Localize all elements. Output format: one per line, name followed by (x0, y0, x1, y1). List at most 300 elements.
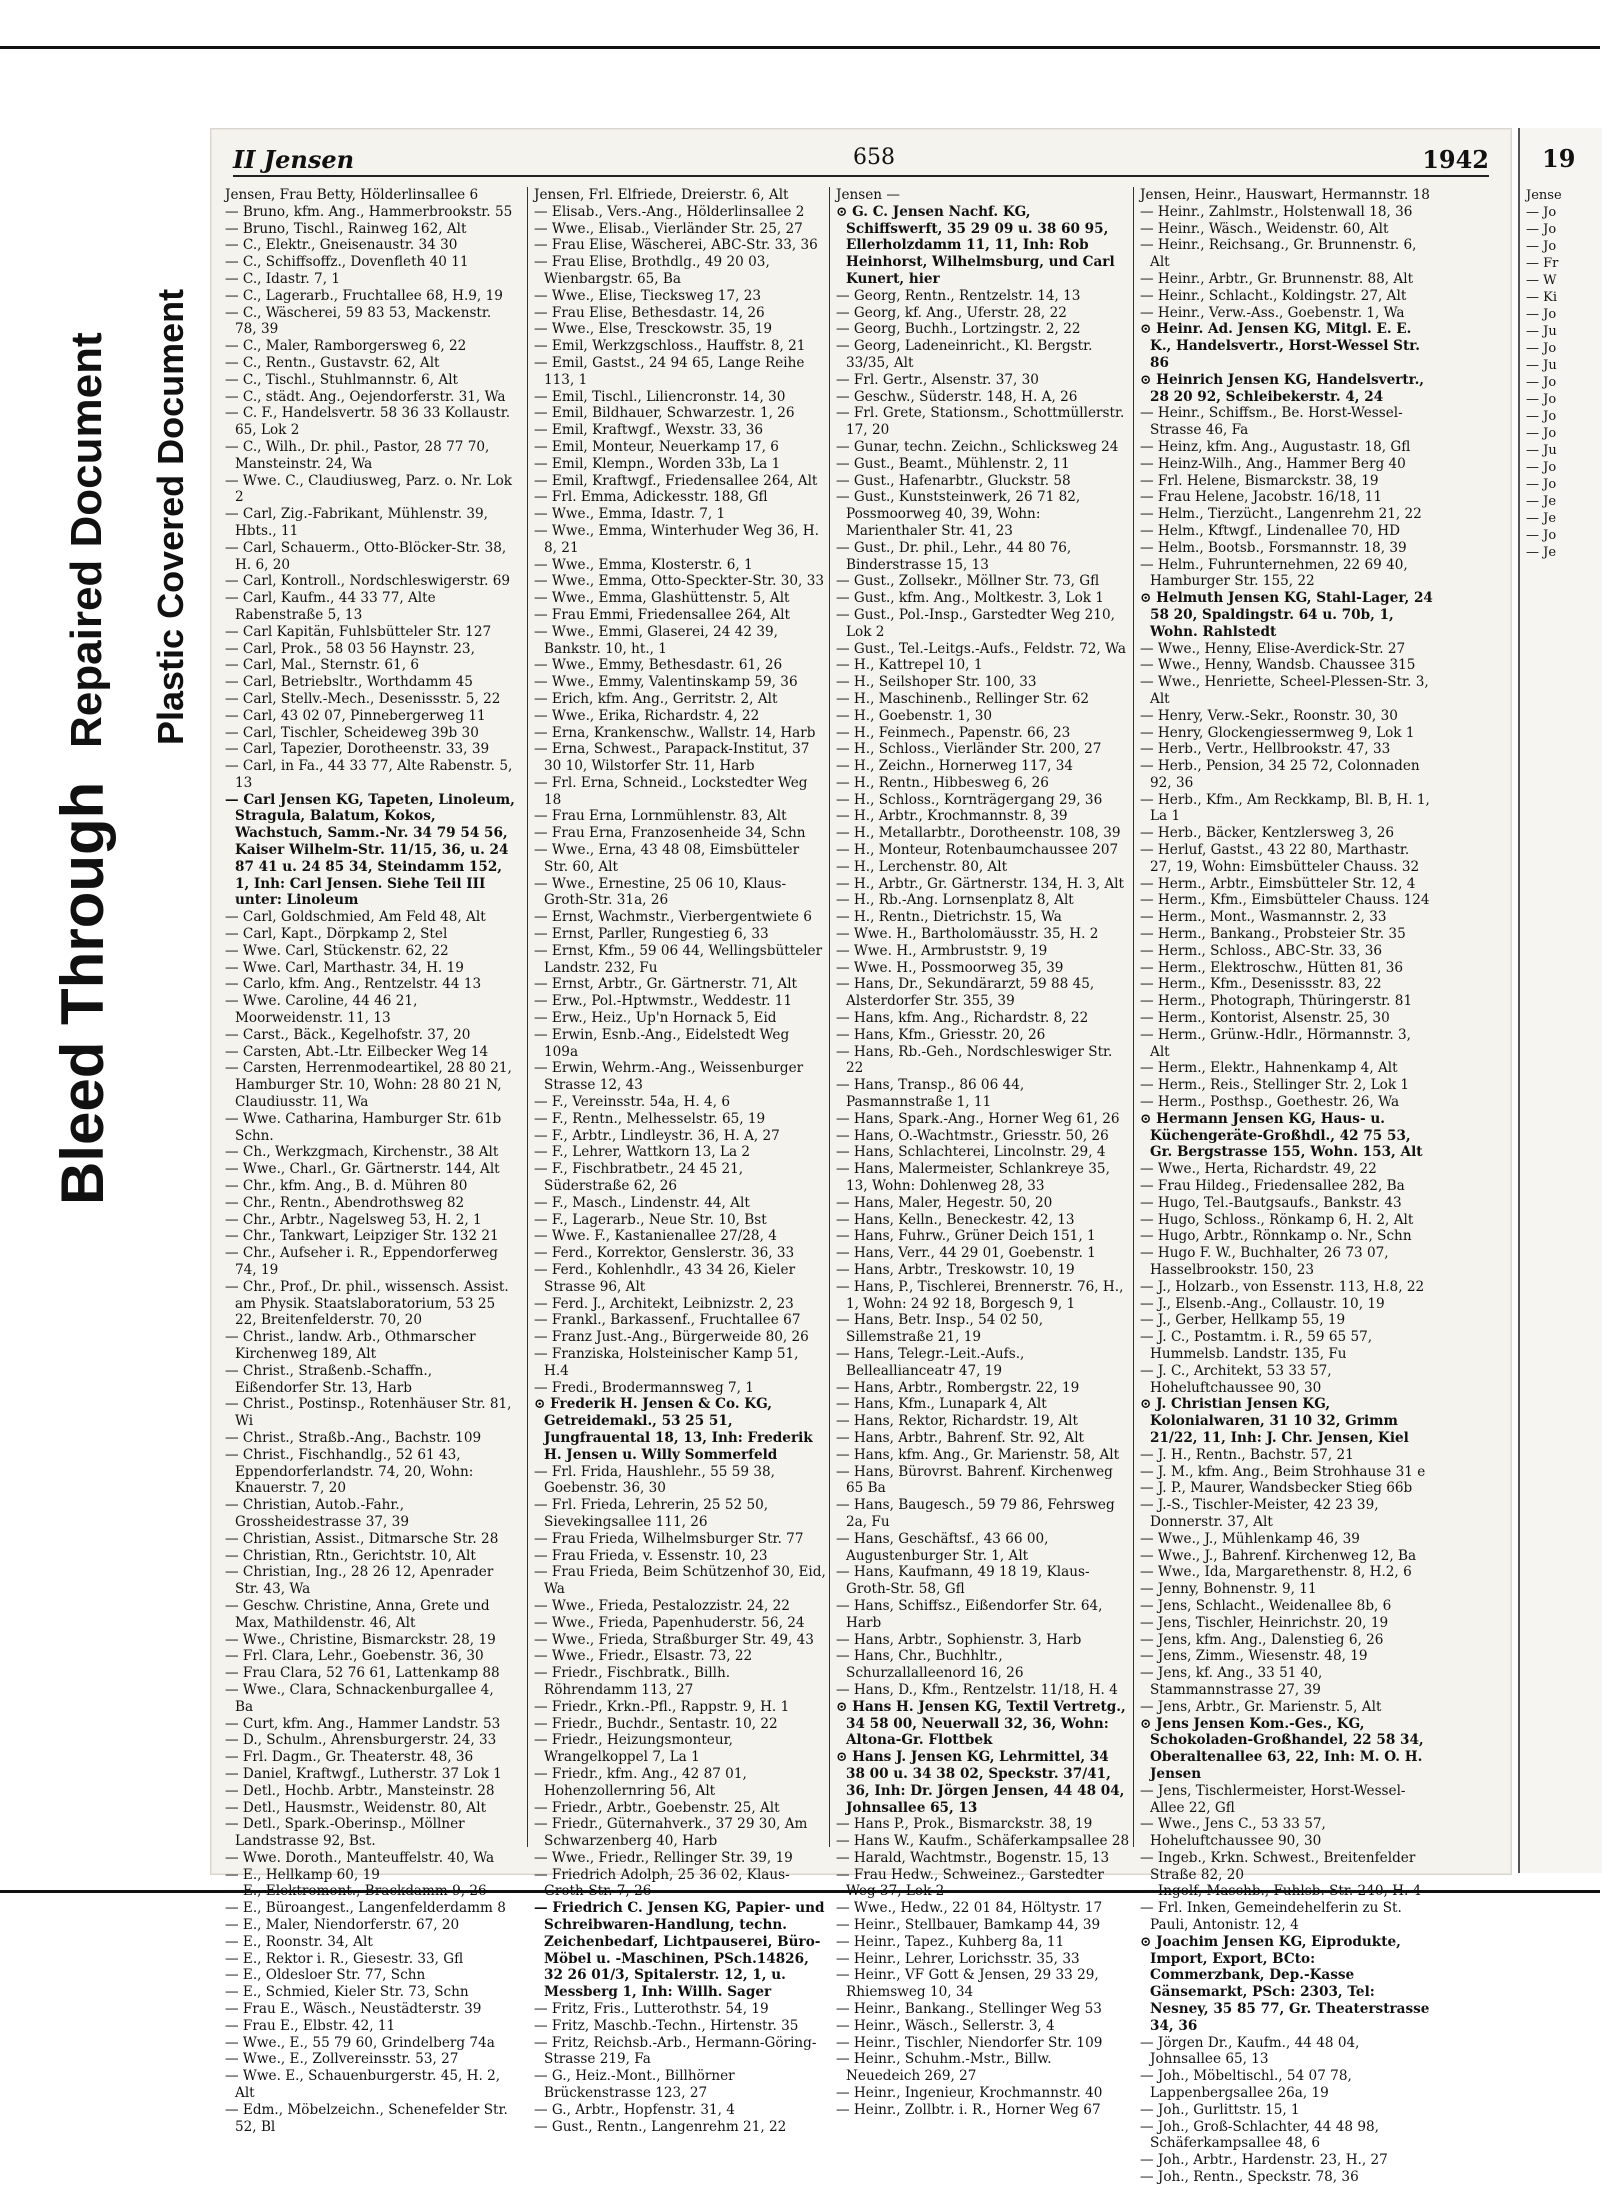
directory-entry: — Hans, Kelln., Beneckestr. 42, 13 (836, 1211, 1075, 1228)
directory-entry: — Chr., Prof., Dr. phil., wissensch. Assist. am Physik. Staatslaboratorium, 53 25 22, Breitenfelderstr. 70, 20 (225, 1278, 509, 1329)
directory-entry: — C., Lagerarb., Fruchtallee 68, H.9, 19 (225, 287, 503, 304)
directory-entry: — C., Wilh., Dr. phil., Pastor, 28 77 70, Mansteinstr. 24, Wa (225, 438, 490, 472)
directory-entry: — Ernst, Kfm., 59 06 44, Wellingsbütteler Landstr. 232, Fu (534, 942, 823, 976)
directory-entry: — Jens, Tischler, Heinrichstr. 20, 19 (1140, 1614, 1389, 1631)
directory-entry: — C., Rentn., Gustavstr. 62, Alt (225, 354, 440, 371)
directory-entry: — Helm., Tierzücht., Langenrehm 21, 22 (1140, 506, 1422, 523)
directory-entry: — Frl. Inken, Gemeindehelferin zu St. Pauli, Antonistr. 12, 4 (1140, 1900, 1402, 1934)
directory-entry: — H., Goebenstr. 1, 30 (836, 707, 992, 724)
directory-entry: — E., Roonstr. 34, Alt (225, 1933, 373, 1950)
directory-entry: — Georg, Ladeneinricht., Kl. Bergstr. 33/35, Alt (836, 338, 1093, 371)
directory-entry: — Gust., Pol.-Insp., Garstedter Weg 210, Lok 2 (836, 606, 1115, 640)
directory-entry: — Emil, Werkzgschloss., Hauffstr. 8, 21 (534, 338, 806, 355)
directory-entry: — Friedr., Heizungsmonteur, Wrangelkoppel 7, La 1 (534, 1732, 733, 1766)
directory-entry: — Hans, Maler, Hegestr. 50, 20 (836, 1194, 1053, 1211)
directory-entry: — Wwe., Frieda, Straßburger Str. 49, 43 (534, 1631, 814, 1648)
directory-entry: — Curt, kfm. Ang., Hammer Landstr. 53 (225, 1715, 501, 1732)
adjacent-page-fragment: — Jo (1526, 307, 1557, 322)
directory-entry: — Herm., Mont., Wasmannstr. 2, 33 (1140, 909, 1387, 926)
directory-entry: — Georg, Buchh., Lortzingstr. 2, 22 (836, 321, 1081, 338)
adjacent-page-fragment: — Ju (1526, 324, 1557, 339)
directory-entry: — Heinr., VF Gott & Jensen, 29 33 29, Rhiemsweg 10, 34 (836, 1967, 1099, 2001)
directory-entry: — Hans, kfm. Ang., Richardstr. 8, 22 (836, 1010, 1089, 1027)
directory-entry: — J., Holzarb., von Essenstr. 113, H.8, 22 (1140, 1278, 1425, 1295)
directory-entry: — Wwe., Frieda, Papenhuderstr. 56, 24 (534, 1614, 805, 1631)
directory-entry: — Joh., Gurlittstr. 15, 1 (1140, 2101, 1300, 2118)
directory-entry: — Fritz, Reichsb.-Arb., Hermann-Göring-Strasse 219, Fa (534, 2034, 817, 2068)
directory-entry: — Wwe., Emma, Otto-Speckter-Str. 30, 33 (534, 573, 824, 590)
directory-entry: — Chr., Aufseher i. R., Eppendorferweg 74, 19 (225, 1245, 498, 1278)
directory-entry: — Heinr., Wäsch., Sellerstr. 3, 4 (836, 2017, 1055, 2034)
adjacent-page-fragment: — Jo (1526, 528, 1557, 543)
directory-entry: — Hans, Arbtr., Treskowstr. 10, 19 (836, 1262, 1075, 1278)
directory-entry: — Herb., Pension, 34 25 72, Colonnaden 92, 36 (1140, 758, 1420, 791)
directory-entry: — Hans, Verr., 44 29 01, Goebenstr. 1 (836, 1245, 1096, 1262)
directory-entry: — Hans, Arbtr., Sophienstr. 3, Harb (836, 1631, 1082, 1648)
directory-entry: — Gust., Kunststeinwerk, 26 71 82, Possmoorweg 40, 39, Wohn: Marienthaler Str. 41, 23 (836, 489, 1081, 539)
directory-entry: — Hugo, Tel.-Bautgsaufs., Bankstr. 43 (1140, 1194, 1402, 1211)
directory-entry: — Detl., Hochb. Arbtr., Mansteinstr. 28 (225, 1782, 495, 1799)
adjacent-page-fragment: — Jo (1526, 205, 1557, 220)
directory-entry: — Chr., Rentn., Abendrothsweg 82 (225, 1194, 465, 1211)
directory-entry: ⊙ Jens Jensen Kom.-Ges., KG, Schokoladen-Großhandel, 22 58 34, Oberaltenallee 63, 22, Inh: M. O. H. Jensen (1140, 1715, 1424, 1782)
directory-entry: — Frau Elise, Wäscherei, ABC-Str. 33, 36 (534, 237, 818, 254)
directory-entry: — Erna, Schwest., Parapack-Institut, 37 30 10, Wilstorfer Str. 11, Harb (534, 741, 810, 775)
directory-entry: — Carst., Bäck., Kegelhofstr. 37, 20 (225, 1026, 471, 1043)
directory-entry: — H., Seilshoper Str. 100, 33 (836, 674, 1037, 691)
directory-entry: — Friedr., Buchdr., Sentastr. 10, 22 (534, 1715, 778, 1732)
directory-entry: — Gust., Hafenarbtr., Gluckstr. 58 (836, 472, 1071, 489)
directory-entry: — Franziska, Holsteinischer Kamp 51, H.4 (534, 1345, 799, 1379)
directory-entry: — Heinz, kfm. Ang., Augustastr. 18, Gfl (1140, 438, 1411, 455)
directory-entry: — C. F., Handelsvertr. 58 36 33 Kollaustr. 65, Lok 2 (225, 405, 511, 439)
directory-entry: — Ernst, Wachmstr., Vierbergentwiete 6 (534, 909, 812, 926)
directory-entry: — Heinr., Bankang., Stellinger Weg 53 (836, 2001, 1102, 2018)
directory-column-3 (829, 187, 1130, 2118)
directory-entry: — Carl, Zig.-Fabrikant, Mühlenstr. 39, Hbts., 11 (225, 506, 488, 539)
directory-entry: — G., Heiz.-Mont., Billhörner Brückenstrasse 123, 27 (534, 2068, 735, 2102)
directory-entry: — E., Büroangest., Langenfelderdamm 8 (225, 1900, 506, 1917)
directory-entry: — Friedr., Fischbratk., Billh. Röhrendamm 113, 27 (534, 1665, 731, 1698)
directory-page (210, 128, 1512, 2186)
directory-entry: — Geschw., Süderstr. 148, H. A, 26 (836, 388, 1078, 405)
directory-entry: — Carsten, Abt.-Ltr. Eilbecker Weg 14 (225, 1043, 489, 1060)
directory-entry: — Hans, Malermeister, Schlankreye 35, 13, Wohn: Dohlenweg 28, 33 (836, 1161, 1110, 1195)
adjacent-page-fragment: — Jo (1526, 477, 1557, 492)
directory-entry: — Carl, Stellv.-Mech., Desenissstr. 5, 22 (225, 690, 501, 707)
directory-entry: — Hans, Telegr.-Leit.-Aufs., Belleallianceatr 47, 19 (836, 1345, 1025, 1379)
directory-entry: — Jenny, Bohnenstr. 9, 11 (1140, 1581, 1317, 1598)
directory-entry: — Hans, Fuhrw., Grüner Deich 151, 1 (836, 1228, 1096, 1245)
directory-entry: — H., Metallarbtr., Dorotheenstr. 108, 39 (836, 825, 1121, 842)
directory-entry: — Ernst, Arbtr., Gr. Gärtnerstr. 71, Alt (534, 976, 797, 993)
directory-entry: — Christian, Assist., Ditmarsche Str. 28 (225, 1530, 499, 1547)
directory-entry: — H., Rentn., Hibbesweg 6, 26 (836, 774, 1049, 791)
directory-entry: — Bruno, Tischl., Rainweg 162, Alt (225, 220, 467, 237)
adjacent-page-fragment: — Jo (1526, 409, 1557, 424)
directory-entry: — Ferd., Korrektor, Genslerstr. 36, 33 (534, 1245, 795, 1262)
directory-entry: — Joh., Rentn., Speckstr. 78, 36 (1140, 2169, 1359, 2186)
bleed-through-label: Bleed Through (49, 781, 116, 1205)
directory-entry: — Heinr., Zahlmstr., Holstenwall 18, 36 (1140, 203, 1413, 220)
directory-entry: — Hans, Baugesch., 59 79 86, Fehrsweg 2a, Fu (836, 1497, 1115, 1530)
directory-entry: ⊙ Heinrich Jensen KG, Handelsvertr., 28 20 92, Schleibekerstr. 4, 24 (1140, 371, 1425, 405)
directory-entry: ⊙ J. Christian Jensen KG, Kolonialwaren, 31 10 32, Grimm 21/22, 11, Inh: J. Chr. Jensen, Kiel (1140, 1396, 1409, 1446)
section-title: II Jensen (233, 145, 355, 174)
directory-entry: — J. C., Architekt, 53 33 57, Hoheluftchaussee 90, 30 (1140, 1362, 1332, 1396)
directory-entry: — Gust., Zollsekr., Möllner Str. 73, Gfl (836, 573, 1100, 590)
directory-entry: — Hans, Geschäftsf., 43 66 00, Augustenburger Str. 1, Alt (836, 1530, 1049, 1564)
directory-entry: — Wwe. Doroth., Manteuffelstr. 40, Wa (225, 1849, 495, 1866)
directory-entry: — Ingeb., Krkn. Schwest., Breitenfelder Straße 82, 20 (1140, 1849, 1416, 1883)
directory-entry: — Wwe. Caroline, 44 46 21, Moorweidenstr. 11, 13 (225, 993, 418, 1027)
directory-entry: — Heinr., Wäsch., Weidenstr. 60, Alt (1140, 220, 1389, 237)
directory-entry: — Wwe., Christine, Bismarckstr. 28, 19 (225, 1631, 496, 1648)
directory-entry: — Frl. Helene, Bismarckstr. 38, 19 (1140, 472, 1379, 489)
page-number: 658 (853, 145, 895, 170)
directory-entry: — Hugo F. W., Buchhalter, 26 73 07, Hasselbrookstr. 150, 23 (1140, 1245, 1389, 1278)
directory-entry: — Emil, Gastst., 24 94 65, Lange Reihe 113, 1 (534, 354, 805, 388)
directory-entry: — F., Vereinsstr. 54a, H. 4, 6 (534, 1094, 730, 1111)
directory-entry: — Carl, Tischler, Scheideweg 39b 30 (225, 724, 479, 741)
directory-entry: — Hans P., Prok., Bismarckstr. 38, 19 (836, 1816, 1093, 1833)
directory-entry: — C., Tischl., Stuhlmannstr. 6, Alt (225, 371, 459, 388)
directory-entry: — Gust., Beamt., Mühlenstr. 2, 11 (836, 455, 1070, 472)
directory-entry: Jensen, Frl. Elfriede, Dreierstr. 6, Alt (534, 187, 789, 203)
directory-entry: — Erna, Krankenschw., Wallstr. 14, Harb (534, 724, 816, 741)
directory-entry: — Heinr., Tapez., Kuhberg 8a, 11 (836, 1933, 1065, 1950)
directory-entry: — H., Kattrepel 10, 1 (836, 657, 983, 674)
directory-entry: — Christ., Straßb.-Ang., Bachstr. 109 (225, 1429, 482, 1446)
directory-entry: — Hans, Betr. Insp., 54 02 50, Sillemstraße 21, 19 (836, 1312, 1044, 1346)
adjacent-page-fragment: — Jo (1526, 375, 1557, 390)
directory-entry: ⊙ Frederik H. Jensen & Co. KG, Getreidemakl., 53 25 51, Jungfrauental 18, 13, Inh: Frederik H. Jensen u. Willy Sommerfeld (534, 1396, 813, 1463)
directory-entry: — Bruno, kfm. Ang., Hammerbrookstr. 55 (225, 203, 513, 220)
directory-entry: — Frau E., Wäsch., Neustädterstr. 39 (225, 2001, 482, 2018)
directory-entry: — Wwe., Jens C., 53 33 57, Hoheluftchaussee 90, 30 (1140, 1816, 1326, 1850)
directory-entry: — Herb., Kfm., Am Reckkamp, Bl. B, H. 1, La 1 (1140, 791, 1430, 825)
directory-entry: — Elisab., Vers.-Ang., Hölderlinsallee 2 (534, 203, 805, 220)
directory-entry: — Ferd. J., Architekt, Leibnizstr. 2, 23 (534, 1295, 794, 1312)
directory-entry: — Frankl., Barkassenf., Fruchtallee 67 (534, 1312, 801, 1329)
directory-entry: — Wwe., Henriette, Scheel-Plessen-Str. 3, Alt (1140, 674, 1429, 707)
directory-entry: — Wwe. Catharina, Hamburger Str. 61b Schn. (225, 1110, 502, 1144)
directory-entry: — Herm., Reis., Stellinger Str. 2, Lok 1 (1140, 1077, 1410, 1094)
directory-entry: — F., Arbtr., Lindleystr. 36, H. A, 27 (534, 1127, 780, 1144)
directory-entry: — Helm., Fuhrunternehmen, 22 69 40, Hamburger Str. 155, 22 (1140, 556, 1408, 590)
directory-entry: — Frau Erna, Franzosenheide 34, Schn (534, 825, 806, 842)
directory-entry: — Friedr., Arbtr., Goebenstr. 25, Alt (534, 1799, 780, 1816)
directory-entry: — Heinr., Stellbauer, Bamkamp 44, 39 (836, 1917, 1101, 1934)
directory-entry: — Frl. Gertr., Alsenstr. 37, 30 (836, 371, 1039, 388)
directory-entry: — C., Wäscherei, 59 83 53, Mackenstr. 78, 39 (225, 304, 492, 338)
directory-entry: — Friedr., Güternahverk., 37 29 30, Am Schwarzenberg 40, Harb (534, 1816, 808, 1850)
directory-entry: — Erwin, Esnb.-Ang., Eidelstedt Weg 109a (534, 1026, 790, 1060)
directory-entry: — Frau Emmi, Friedensallee 264, Alt (534, 606, 790, 623)
directory-entry: — Heinr., Schlacht., Koldingstr. 27, Alt (1140, 287, 1407, 304)
directory-entry: — Hans, Dr., Sekundärarzt, 59 88 45, Alsterdorfer Str. 355, 39 (836, 976, 1095, 1010)
directory-column-4 (1133, 187, 1434, 2186)
adjacent-page-fragment: — Ju (1526, 358, 1557, 373)
directory-entry: — Wwe. C., Claudiusweg, Parz. o. Nr. Lok 2 (225, 472, 513, 506)
directory-entry: — Emil, Tischl., Liliencronstr. 14, 30 (534, 388, 786, 405)
directory-entry: — Carl, Kapt., Dörpkamp 2, Stel (225, 926, 448, 943)
page-header (233, 145, 1489, 177)
directory-entry: — Hans, Kfm., Griesstr. 20, 26 (836, 1026, 1046, 1043)
adjacent-page-fragment: — Jo (1526, 392, 1557, 407)
directory-entry: — Emil, Kraftwgf., Friedensallee 264, Alt (534, 472, 818, 489)
directory-entry: — Friedr., Krkn.-Pfl., Rappstr. 9, H. 1 (534, 1698, 790, 1715)
adjacent-page-fragment: — Fr (1526, 256, 1559, 271)
directory-entry: — Friedrich C. Jensen KG, Papier- und Schreibwaren-Handlung, techn. Zeichenbedarf, Lichtpauserei, Büro-Möbel u. -Maschinen, PSch.14826, 32 26 01/3, Spitalerstr. 12, 1, u. Messberg 1, Inh: Willh. Sager (534, 1900, 825, 2001)
directory-entry: — Frau Hildeg., Friedensallee 282, Ba (1140, 1178, 1405, 1195)
directory-entry: — Wwe., Frieda, Pestalozzistr. 24, 22 (534, 1597, 790, 1614)
directory-entry: — Frau Hedw., Schweinez., Garstedter Weg 37, Lok 2 (836, 1866, 1104, 1900)
directory-entry: — Ernst, Parller, Rungestieg 6, 33 (534, 926, 769, 943)
directory-entry: — J. P., Maurer, Wandsbecker Stieg 66b (1140, 1480, 1413, 1497)
directory-entry: — Carl, in Fa., 44 33 77, Alte Rabenstr. 5, 13 (225, 758, 513, 791)
directory-entry: — Jens, Zimm., Wiesenstr. 48, 19 (1140, 1648, 1368, 1665)
directory-column-1 (225, 187, 515, 2135)
directory-entry: — Wwe., Herta, Richardstr. 49, 22 (1140, 1161, 1377, 1178)
directory-entry: — J., Elsenb.-Ang., Collaustr. 10, 19 (1140, 1295, 1385, 1312)
directory-entry: — Erwin, Wehrm.-Ang., Weissenburger Strasse 12, 43 (534, 1060, 804, 1094)
directory-entry: — Wwe. E., Schauenburgerstr. 45, H. 2, Alt (225, 2068, 501, 2102)
directory-entry: — Wwe., Ida, Margarethenstr. 8, H.2, 6 (1140, 1564, 1412, 1581)
adjacent-page-fragment: — Jo (1526, 426, 1557, 441)
directory-entry: — Daniel, Kraftwgf., Lutherstr. 37 Lok 1 (225, 1765, 502, 1782)
directory-entry: — Chr., kfm. Ang., B. d. Mühren 80 (225, 1178, 468, 1195)
directory-entry: — H., Arbtr., Krochmannstr. 8, 39 (836, 808, 1068, 825)
directory-entry: — Wwe., Emmy, Valentinskamp 59, 36 (534, 674, 798, 691)
directory-entry: — Hans, Transp., 86 06 44, Pasmannstraße 1, 11 (836, 1077, 1025, 1111)
directory-entry: — Heinr., Verw.-Ass., Goebenstr. 1, Wa (1140, 304, 1405, 321)
directory-entry: — Frl. Frieda, Lehrerin, 25 52 50, Sievekingsallee 111, 26 (534, 1497, 769, 1530)
directory-entry: — Hans, O.-Wachtmstr., Griesstr. 50, 26 (836, 1127, 1109, 1144)
directory-entry: — J. M., kfm. Ang., Beim Strohhause 31 e (1140, 1463, 1426, 1480)
directory-entry: — Helm., Kftwgf., Lindenallee 70, HD (1140, 522, 1401, 539)
directory-entry: — Carl, Kaufm., 44 33 77, Alte Rabenstraße 5, 13 (225, 590, 436, 623)
directory-entry: — Frl. Grete, Stationsm., Schottmüllerstr. 17, 20 (836, 405, 1125, 439)
directory-entry: — Wwe., Ernestine, 25 06 10, Klaus-Groth-Str. 31a, 26 (534, 875, 787, 909)
directory-entry: — Carl Kapitän, Fuhlsbütteler Str. 127 (225, 623, 492, 640)
directory-entry: — Gust., Tel.-Leitgs.-Aufs., Feldstr. 72, Wa (836, 640, 1126, 657)
directory-entry: — Carl, Mal., Sternstr. 61, 6 (225, 657, 419, 674)
top-scan-edge (0, 46, 1600, 49)
directory-entry: — Carl, Kontroll., Nordschleswigerstr. 69 (225, 573, 511, 590)
directory-entry: — Carl, Tapezier, Dorotheenstr. 33, 39 (225, 741, 490, 758)
directory-entry: — Gust., Dr. phil., Lehr., 44 80 76, Binderstrasse 15, 13 (836, 539, 1072, 573)
directory-entry: Jensen, Heinr., Hauswart, Hermannstr. 18 (1140, 187, 1430, 203)
directory-entry: — H., Schloss., Kornträgergang 29, 36 (836, 791, 1103, 808)
directory-entry: — Heinr., Tischler, Niendorfer Str. 109 (836, 2034, 1103, 2051)
directory-entry: Jensen — (836, 187, 900, 203)
directory-entry: — Frl. Frida, Haushlehr., 55 59 38, Goebenstr. 36, 30 (534, 1463, 775, 1497)
directory-entry: ⊙ Heinr. Ad. Jensen KG, Mitgl. E. E. K., Handelsvertr., Horst-Wessel Str. 86 (1140, 321, 1420, 371)
directory-entry: — Heinr., Ingenieur, Krochmannstr. 40 (836, 2085, 1103, 2102)
directory-entry: — Wwe. H., Bartholomäusstr. 35, H. 2 (836, 926, 1099, 943)
adjacent-page-fragment: — Je (1526, 494, 1557, 509)
directory-entry: — Wwe., Erika, Richardstr. 4, 22 (534, 707, 760, 724)
directory-entry: — Herm., Grünw.-Hdlr., Hörmannstr. 3, Alt (1140, 1026, 1411, 1060)
directory-entry: — Herm., Arbtr., Eimsbütteler Str. 12, 4 (1140, 875, 1416, 892)
directory-entry: — C., Schiffsoffz., Dovenfleth 40 11 (225, 254, 469, 271)
directory-entry: — Wwe. Carl, Marthastr. 34, H. 19 (225, 959, 464, 976)
directory-entry: — H., Rentn., Dietrichstr. 15, Wa (836, 909, 1062, 926)
directory-entry: — Carl Jensen KG, Tapeten, Linoleum, Stragula, Balatum, Kokos, Wachstuch, Samm.-Nr. 34 79 54 56, Kaiser Wilhelm-Str. 11/15, 36, u. 24 87 41 u. 24 85 34, Steindamm 152, 1, Inh: Carl Jensen. Siehe Teil III unter: Linoleum (225, 791, 515, 909)
adjacent-page-fragment: — Je (1526, 511, 1557, 526)
directory-entry: — Fritz, Maschb.-Techn., Hirtenstr. 35 (534, 2017, 799, 2034)
adjacent-page-fragment: — Jo (1526, 222, 1557, 237)
directory-entry: — Henry, Verw.-Sekr., Roonstr. 30, 30 (1140, 707, 1398, 724)
directory-entry: — Frau Clara, 52 76 61, Lattenkamp 88 (225, 1665, 500, 1682)
directory-entry: — Frau E., Elbstr. 42, 11 (225, 2017, 396, 2034)
directory-entry: — Gust., Rentn., Langenrehm 21, 22 (534, 2118, 787, 2135)
directory-entry: — Frau Frieda, Wilhelmsburger Str. 77 (534, 1530, 804, 1547)
directory-entry: — Joh., Möbeltischl., 54 07 78, Lappenbergsallee 26a, 19 (1140, 2068, 1352, 2102)
directory-entry: ⊙ Hans H. Jensen KG, Textil Vertretg., 34 58 00, Neuerwall 32, 36, Wohn: Altona-Gr. Flottbek (836, 1698, 1126, 1749)
directory-entry: — Georg, Rentn., Rentzelstr. 14, 13 (836, 287, 1081, 304)
directory-entry: — Heinr., Arbtr., Gr. Brunnenstr. 88, Alt (1140, 270, 1414, 287)
directory-entry: — Frau Frieda, v. Essenstr. 10, 23 (534, 1547, 768, 1564)
directory-entry: — Hans, Arbtr., Rombergstr. 22, 19 (836, 1379, 1080, 1396)
directory-entry: — Gust., kfm. Ang., Moltkestr. 3, Lok 1 (836, 590, 1104, 607)
directory-entry: — Herb., Vertr., Hellbrookstr. 47, 33 (1140, 741, 1391, 758)
directory-entry: — Hans, Kfm., Lunapark 4, Alt (836, 1396, 1047, 1413)
directory-entry: — F., Masch., Lindenstr. 44, Alt (534, 1194, 750, 1211)
directory-entry: — Erich, kfm. Ang., Gerritstr. 2, Alt (534, 690, 778, 707)
directory-entry: — J. H., Rentn., Bachstr. 57, 21 (1140, 1446, 1354, 1463)
repaired-document-label: Repaired Document (62, 332, 111, 748)
directory-entry: — Heinr., Schuhm.-Mstr., Billw. Neuedeich 269, 27 (836, 2051, 1052, 2085)
directory-entry: — Christ., landw. Arb., Othmarscher Kirchenweg 189, Alt (225, 1329, 476, 1362)
directory-entry: — E., Rektor i. R., Giesestr. 33, Gfl (225, 1950, 464, 1967)
directory-entry: — Herm., Schloss., ABC-Str. 33, 36 (1140, 942, 1383, 959)
directory-entry: — C., Maler, Ramborgersweg 6, 22 (225, 338, 467, 355)
directory-entry: — Carsten, Herrenmodeartikel, 28 80 21, Hamburger Str. 10, Wohn: 28 80 21 N, Claudiusstr. 11, Wa (225, 1060, 512, 1111)
directory-entry: — Emil, Kraftwgf., Wexstr. 33, 36 (534, 422, 764, 439)
directory-entry: — Hans, Spark.-Ang., Horner Weg 61, 26 (836, 1110, 1120, 1127)
directory-entry: — Heinr., Schiffsm., Be. Horst-Wessel-Strasse 46, Fa (1140, 405, 1403, 439)
directory-entry: — Wwe. Carl, Stückenstr. 62, 22 (225, 942, 449, 959)
directory-entry: — Herm., Elektroschw., Hütten 81, 36 (1140, 959, 1404, 976)
directory-entry: — Wwe., E., Zollvereinsstr. 53, 27 (225, 2051, 459, 2068)
directory-entry: — Wwe., Elise, Tiecksweg 17, 23 (534, 287, 762, 304)
directory-entry: — Hans, Rektor, Richardstr. 19, Alt (836, 1413, 1078, 1430)
directory-entry: — Heinr., Lehrer, Lorichsstr. 35, 33 (836, 1950, 1080, 1967)
directory-entry: — H., Lerchenstr. 80, Alt (836, 858, 1008, 875)
directory-entry: — Christian, Autob.-Fahr., Grossheidestrasse 37, 39 (225, 1497, 409, 1530)
directory-entry: — Wwe., Henny, Wandsb. Chaussee 315 (1140, 657, 1416, 674)
directory-entry: — Geschw. Christine, Anna, Grete und Max, Mathildenstr. 46, Alt (225, 1597, 490, 1631)
directory-entry: — Wwe., Emma, Glashüttenstr. 5, Alt (534, 590, 790, 607)
directory-entry: — Helm., Bootsb., Forsmannstr. 18, 39 (1140, 539, 1407, 556)
directory-entry: — Herm., Elektr., Hahnenkamp 4, Alt (1140, 1060, 1398, 1077)
directory-entry: — J., Gerber, Hellkamp 55, 19 (1140, 1312, 1346, 1329)
directory-entry: ⊙ Hermann Jensen KG, Haus- u. Küchengeräte-Großhdl., 42 75 53, Gr. Bergstrasse 155, Wohn. 153, Alt (1140, 1110, 1423, 1161)
directory-entry: — Christian, Ing., 28 26 12, Apenrader Str. 43, Wa (225, 1564, 494, 1598)
directory-entry: — Hans, Kaufmann, 49 18 19, Klaus-Groth-Str. 58, Gfl (836, 1564, 1090, 1598)
directory-entry: — Hans, Arbtr., Bahrenf. Str. 92, Alt (836, 1429, 1085, 1446)
directory-entry: — Hans W., Kaufm., Schäferkampsallee 28 (836, 1833, 1130, 1850)
adjacent-page-edge (1518, 128, 1602, 1873)
directory-entry: — Joh., Groß-Schlachter, 44 48 98, Schäferkampsallee 48, 6 (1140, 2118, 1379, 2152)
directory-entry: — Herm., Kfm., Eimsbütteler Chauss. 124 (1140, 892, 1430, 909)
directory-entry: — Frl. Emma, Adickesstr. 188, Gfl (534, 489, 768, 506)
directory-entry: — H., Schloss., Vierländer Str. 200, 27 (836, 741, 1102, 758)
directory-entry: — H., Zeichn., Hornerweg 117, 34 (836, 758, 1074, 775)
directory-entry: — Jens, Schlacht., Weidenallee 8b, 6 (1140, 1597, 1392, 1614)
directory-entry: — Wwe., Friedr., Elsastr. 73, 22 (534, 1648, 753, 1665)
directory-entry: — Wwe., Emma, Winterhuder Weg 36, H. 8, 21 (534, 522, 819, 556)
directory-entry: — Wwe., J., Mühlenkamp 46, 39 (1140, 1530, 1360, 1547)
directory-entry: — Carl, Betriebsltr., Worthdamm 45 (225, 674, 473, 691)
directory-entry: Jensen, Frau Betty, Hölderlinsallee 6 (225, 187, 479, 203)
directory-entry: — Carl, 43 02 07, Pinnebergerweg 11 (225, 707, 486, 724)
directory-entry: — Wwe., Else, Tresckowstr. 35, 19 (534, 321, 773, 338)
directory-entry: — Hugo, Schloss., Rönkamp 6, H. 2, Alt (1140, 1211, 1414, 1228)
adjacent-page-fragment: — Ki (1526, 290, 1558, 305)
directory-entry: — E., Schmied, Kieler Str. 73, Schn (225, 1984, 469, 2001)
directory-entry: — Henry, Glockengiessermweg 9, Lok 1 (1140, 724, 1415, 741)
directory-entry: — Emil, Klempn., Worden 33b, La 1 (534, 455, 781, 472)
directory-entry: — Carl, Prok., 58 03 56 Haynstr. 23, (225, 640, 475, 657)
directory-entry: — Ch., Werkzgmach, Kirchenstr., 38 Alt (225, 1144, 499, 1161)
directory-entry: — F., Fischbratbetr., 24 45 21, Süderstraße 62, 26 (534, 1161, 744, 1195)
directory-entry: — C., Idastr. 7, 1 (225, 270, 340, 287)
directory-entry: — Herm., Kfm., Desenissstr. 83, 22 (1140, 976, 1382, 993)
directory-entry: — Wwe., Charl., Gr. Gärtnerstr. 144, Alt (225, 1161, 500, 1178)
directory-entry: — F., Lagerarb., Neue Str. 10, Bst (534, 1211, 767, 1228)
directory-entry: — Wwe., Emmi, Glaserei, 24 42 39, Bankstr. 10, ht., 1 (534, 623, 778, 657)
directory-entry: — Friedrich Adolph, 25 36 02, Klaus-Groth-Str. 7, 26 (534, 1866, 790, 1900)
directory-entry: — Heinz-Wilh., Ang., Hammer Berg 40 (1140, 455, 1406, 472)
directory-entry: — Herluf, Gastst., 43 22 80, Marthastr. 27, 19, Wohn: Eimsbütteler Chauss. 32 (1140, 842, 1420, 875)
directory-entry: — Frau Frieda, Beim Schützenhof 30, Eid, Wa (534, 1564, 826, 1598)
directory-entry: — Christ., Postinsp., Rotenhäuser Str. 81, Wi (225, 1396, 512, 1430)
directory-entry: — Jens, kf. Ang., 33 51 40, Stammannstrasse 27, 39 (1140, 1665, 1323, 1698)
directory-entry: — Friedr., kfm. Ang., 42 87 01, Hohenzollernring 56, Alt (534, 1765, 747, 1799)
adjacent-page-fragment: Jense (1526, 188, 1562, 203)
directory-entry: — Frau Helene, Jacobstr. 16/18, 11 (1140, 489, 1383, 506)
directory-entry: — Jens, Arbtr., Gr. Marienstr. 5, Alt (1140, 1698, 1382, 1715)
directory-entry: ⊙ Joachim Jensen KG, Eiprodukte, Import, Export, BCto: Commerzbank, Dep.-Kasse Gänsemarkt, PSch: 2303, Tel: Nesney, 35 85 77, Gr. Theaterstrasse 34, 36 (1140, 1933, 1430, 2034)
adjacent-page-fragment: — W (1526, 273, 1557, 288)
directory-entry: — Christ., Fischhandlg., 52 61 43, Eppendorferlandstr. 74, 20, Wohn: Knauerstr. 7, 20 (225, 1446, 474, 1497)
directory-entry: — Wwe., Emma, Klosterstr. 6, 1 (534, 556, 753, 573)
directory-entry: — H., Maschinenb., Rellinger Str. 62 (836, 690, 1090, 707)
directory-entry: — Joh., Arbtr., Hardenstr. 23, H., 27 (1140, 2152, 1388, 2169)
directory-entry: — Herm., Photograph, Thüringerstr. 81 (1140, 993, 1413, 1010)
directory-entry: — Wwe. H., Possmoorweg 35, 39 (836, 959, 1064, 976)
adjacent-page-fragment: — Jo (1526, 239, 1557, 254)
directory-entry: — Jens, kfm. Ang., Dalenstieg 6, 26 (1140, 1631, 1384, 1648)
directory-entry: — H., Feinmech., Papenstr. 66, 23 (836, 724, 1071, 741)
adjacent-page-fragment: — Ju (1526, 443, 1557, 458)
directory-entry: — Detl., Spark.-Oberinsp., Möllner Landstrasse 92, Bst. (225, 1816, 465, 1850)
directory-column-2 (527, 187, 826, 2135)
directory-entry: — H., Arbtr., Gr. Gärtnerstr. 134, H. 3, Alt (836, 875, 1124, 892)
directory-entry: ⊙ Helmuth Jensen KG, Stahl-Lager, 24 58 20, Spaldingstr. 64 u. 70b, 1, Wohn. Rahlstedt (1140, 590, 1433, 640)
directory-entry: — Herb., Bäcker, Kentzlersweg 3, 26 (1140, 825, 1394, 842)
directory-entry: — Carl, Schauerm., Otto-Blöcker-Str. 38, H. 6, 20 (225, 539, 507, 573)
directory-entry: — Hans, Schiffsz., Eißendorfer Str. 64, Harb (836, 1597, 1103, 1631)
directory-entry: — E., Elektromont., Brackdamm 9, 26 (225, 1883, 487, 1900)
directory-entry: — Heinr., Reichsang., Gr. Brunnenstr. 6, Alt (1140, 237, 1417, 271)
directory-entry: — Emil, Bildhauer, Schwarzestr. 1, 26 (534, 405, 795, 422)
directory-entry: — Wwe., Henny, Elise-Averdick-Str. 27 (1140, 640, 1406, 657)
directory-entry: — Ferd., Kohlenhdlr., 43 34 26, Kieler Strasse 96, Alt (534, 1262, 796, 1295)
